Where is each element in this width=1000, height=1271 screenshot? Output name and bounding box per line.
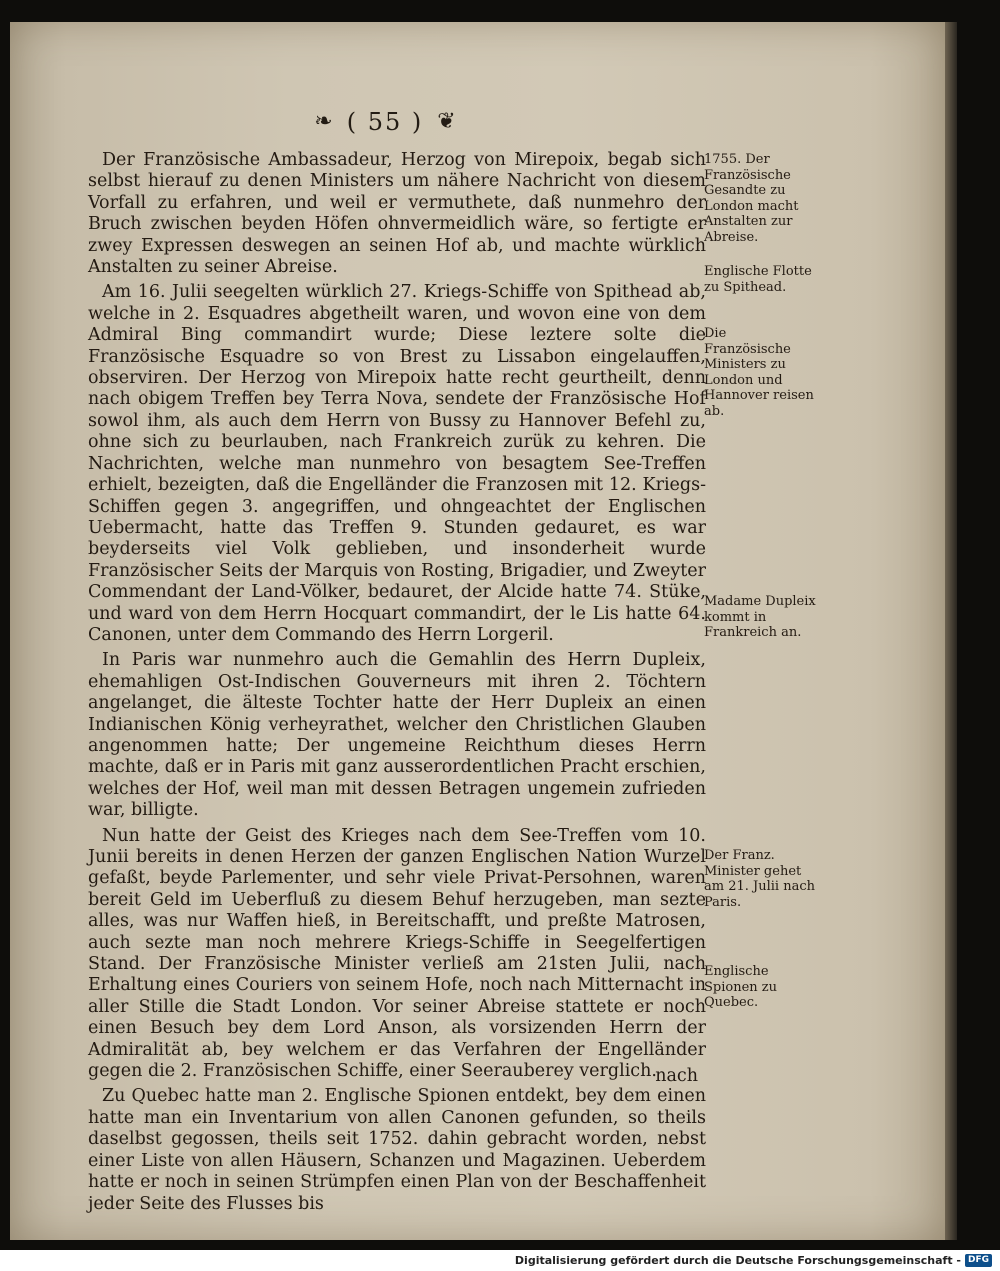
main-text [88, 150, 706, 1219]
left-ornament-icon: ❧ [314, 109, 333, 134]
paragraph: Am 16. Julii seegelten würklich 27. Kriegs-Schiffe von Spithead ab, welche in 2. Esquadres abgetheilt waren, und wovon eine von dem Admiral Bing commandirt wurde; Diese leztere solte die Französische Esquadre so von Brest zu Lissabon eingelauffen, observiren. Der Herzog von Mirepoix hatte recht geurtheilt, denn nach obigem Treffen bey Terra Nova, sendete der Französische Hof sowol ihm, als auch dem Herrn von Bussy zu Hannover Befehl zu, ohne sich zu beurlauben, nach Frankreich zurük zu kehren. Die Nachrichten, welche man nunmehro von besagtem See-Treffen erhielt, bezeigten, daß die Engelländer die Franzosen mit 12. Kriegs-Schiffen gegen 3. angegriffen, und ohngeachtet der Englischen Uebermacht, hatte das Treffen 9. Stunden gedauret, es war beyderseits viel Volk geblieben, und insonderheit wurde Französischer Seits der Marquis von Rosting, Brigadier, und Zweyter Commendant der Land-Völker, bedauret, der Alcide hatte 74. Stüke, und ward von dem Herrn Hocquart commandirt, der le Lis hatte 64. Canonen, unter dem Commando des Herrn Lorgeril. [88, 282, 706, 645]
margin-note: Englische Spionen zu Quebec. [704, 964, 778, 1011]
paragraph: Nun hatte der Geist des Krieges nach dem See-Treffen vom 10. Junii bereits in denen Herzen der ganzen Englischen Nation Wurzel gefaßt, beyde Parlementer, und sehr viele Privat-Persohnen, waren bereit Geld im Ueberfluß zu diesem Behuf herzugeben, man sezte alles, was nur Waffen hieß, in Bereitschafft, und preßte Matrosen, auch sezte man noch mehrere Kriegs-Schiffe in Seegelfertigen Stand. Der Französische Minister verließ am 21sten Julii, nach Erhaltung eines Couriers von seinem Hofe, noch nach Mitternacht in aller Stille die Stadt London. Vor seiner Abreise stattete er noch einen Besuch bey dem Lord Anson, als vorsizenden Herrn der Admiralität ab, bey welchem er das Verfahren der Engelländer gegen die 2. Französischen Schiffe, einer Seerauberey verglich. [88, 825, 706, 1082]
catchword: nach [655, 1066, 698, 1086]
right-ornament-icon: ❦ [437, 109, 456, 134]
paragraph: Zu Quebec hatte man 2. Englische Spionen entdekt, bey dem einen hatte man ein Inventarium von allen Canonen gefunden, so theils daselbst gegossen, theils seit 1752. dahin gebracht worden, nebst einer Liste von allen Häusern, Schanzen und Magazinen. Ueberdem hatte er noch in seinen Strümpfen einen Plan von der Beschaffenheit jeder Seite des Flusses bis [88, 1086, 706, 1214]
footer-credit: Digitalisierung gefördert durch die Deutsche Forschungsgemeinschaft - [514, 1254, 961, 1267]
margin-note: Die Französische Ministers zu London und Hannover reisen ab. [704, 326, 814, 419]
paragraph: Der Französische Ambassadeur, Herzog von Mirepoix, begab sich selbst hierauf zu denen Ministers um nähere Nachricht von diesem Vorfall zu erfahren, und weil er vermuthete, daß nunmehro der Bruch zwischen beyden Höfen ohnvermeidlich wäre, so fertigte er zwey Expressen deswegen an seinen Hof ab, und machte würklich Anstalten zu seiner Abreise. [88, 150, 706, 278]
paragraph: In Paris war nunmehro auch die Gemahlin des Herrn Dupleix, ehemahligen Ost-Indischen Gouverneurs mit ihren 2. Töchtern angelanget, die älteste Tochter hatte der Herr Dupleix an einen Indianischen König verheyrathet, welcher den Christlichen Glauben angenommen hatte; Der ungemeine Reichthum dieses Herrn machte, daß er in Paris mit ganz ausserordentlichen Pracht erschien, welches der Hof, weil man mit dessen Betragen ungemein zufrieden war, billigte. [88, 650, 706, 821]
margin-note: Der Franz. Minister gehet am 21. Julii nach Paris. [704, 848, 815, 910]
page-edge [945, 22, 957, 1240]
page-header [280, 104, 490, 140]
margin-note: 1755. Der Französische Gesandte zu London macht Anstalten zur Abreise. [704, 152, 799, 245]
page-number: ( 55 ) [346, 108, 424, 136]
footer-bar [0, 1250, 1000, 1271]
margin-note: Madame Dupleix kommt in Frankreich an. [704, 594, 816, 641]
margin-note: Englische Flotte zu Spithead. [704, 264, 812, 295]
dfg-logo-icon: DFG [965, 1254, 992, 1267]
